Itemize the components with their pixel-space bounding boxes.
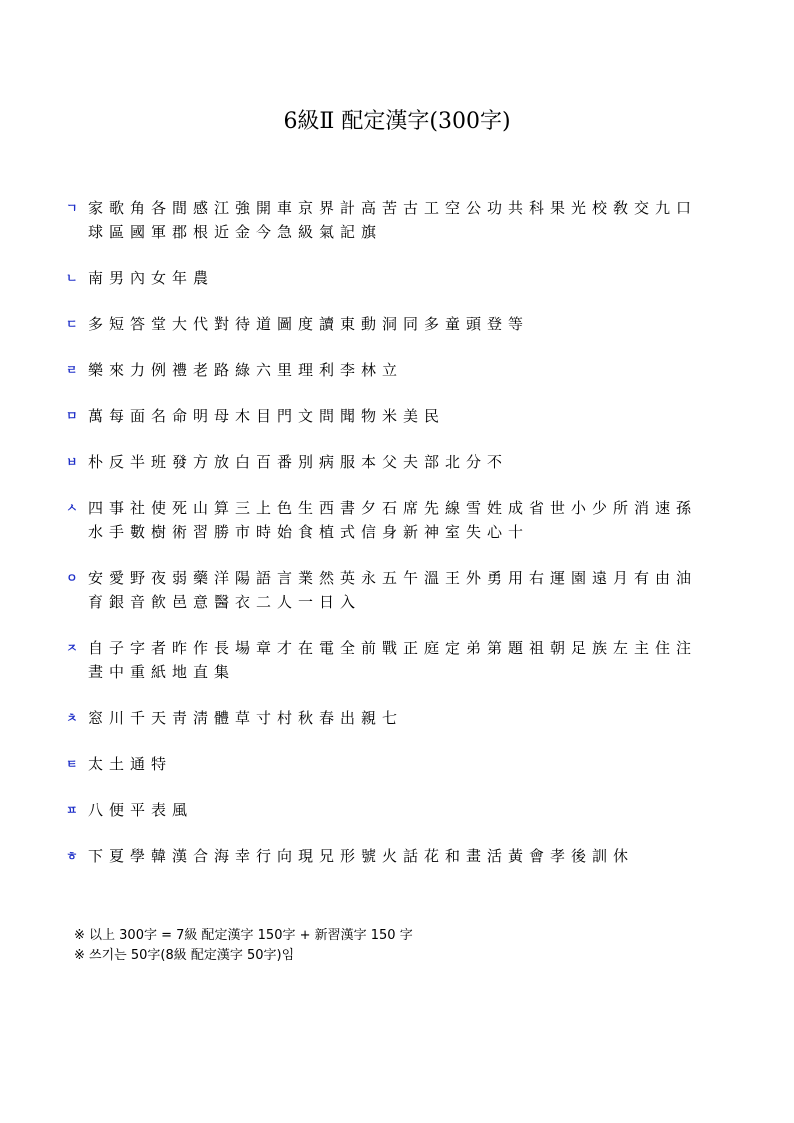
consonant-label: ㄱ [66, 201, 78, 215]
hanja-line: 四事社使死山算三上色生西書夕石席先線雪姓成省世小少所消速孫 [88, 499, 698, 517]
hanja-list [88, 752, 746, 776]
hanja-list [88, 844, 746, 868]
consonant-label: ㅇ [66, 571, 78, 585]
hanja-list [88, 312, 746, 336]
consonant-label: ㅂ [66, 455, 78, 469]
hanja-groups [66, 196, 746, 890]
consonant-label: ㅎ [66, 849, 78, 863]
hanja-line: 太土通特 [88, 755, 173, 773]
consonant-label: ㅁ [66, 409, 78, 423]
hanja-line: 安愛野夜弱藥洋陽語言業然英永五午溫王外勇用右運園遠月有由油 [88, 569, 698, 587]
consonant-label: ㅈ [66, 641, 78, 655]
consonant-label: ㅍ [66, 803, 78, 817]
consonant-label: ㅌ [66, 757, 78, 771]
hanja-line: 育銀音飮邑意醫衣二人一日入 [88, 593, 362, 611]
hanja-group [66, 798, 746, 822]
consonant-label: ㄷ [66, 317, 78, 331]
consonant-label: ㅅ [66, 501, 78, 515]
hanja-group [66, 844, 746, 868]
consonant-label: ㄹ [66, 363, 78, 377]
hanja-line: 萬每面名命明母木目門文問聞物米美民 [88, 407, 446, 425]
footnote-writing: ※ 쓰기는 50字(8級 配定漢字 50字)임 [74, 948, 295, 963]
hanja-line: 水手數樹術習勝市時始食植式信身新神室失心十 [88, 523, 530, 541]
hanja-line: 朴反半班發方放白百番別病服本父夫部北分不 [88, 453, 509, 471]
hanja-group [66, 450, 746, 474]
hanja-line: 八便平表風 [88, 801, 194, 819]
hanja-line: 南男內女年農 [88, 269, 215, 287]
hanja-list [88, 404, 746, 428]
hanja-list [88, 798, 746, 822]
hanja-group [66, 404, 746, 428]
consonant-label: ㄴ [66, 271, 78, 285]
hanja-line: 多短答堂大代對待道圖度讀東動洞同多童頭登等 [88, 315, 530, 333]
footnotes [74, 926, 413, 966]
hanja-line: 家歌角各間感江強開車京界計高苦古工空公功共科果光校敎交九口 [88, 199, 698, 217]
hanja-group [66, 196, 746, 244]
hanja-list [88, 196, 746, 244]
hanja-line: 自子字者昨作長場章才在電全前戰正庭定弟第題祖朝足族左主住注 [88, 639, 698, 657]
footnote-total: ※ 以上 300字 = 7級 配定漢字 150字 + 新習漢字 150 字 [74, 928, 413, 943]
hanja-group [66, 312, 746, 336]
hanja-line: 下夏學韓漢合海幸行向現兄形號火話花和畫活黃會孝後訓休 [88, 847, 635, 865]
hanja-list [88, 266, 746, 290]
hanja-line: 晝中重紙地直集 [88, 663, 236, 681]
consonant-label: ㅊ [66, 711, 78, 725]
hanja-group [66, 566, 746, 614]
page-title: 6級Ⅱ 配定漢字(300字) [283, 109, 511, 134]
hanja-list [88, 358, 746, 382]
hanja-group [66, 266, 746, 290]
hanja-line: 樂來力例禮老路綠六里理利李林立 [88, 361, 404, 379]
hanja-list [88, 636, 746, 684]
hanja-list [88, 496, 746, 544]
hanja-list [88, 706, 746, 730]
hanja-group [66, 358, 746, 382]
hanja-list [88, 566, 746, 614]
hanja-group [66, 496, 746, 544]
hanja-line: 球區國軍郡根近金今急級氣記旗 [88, 223, 383, 241]
hanja-group [66, 636, 746, 684]
hanja-line: 窓川千天靑淸體草寸村秋春出親七 [88, 709, 404, 727]
hanja-group [66, 706, 746, 730]
hanja-group [66, 752, 746, 776]
hanja-list [88, 450, 746, 474]
